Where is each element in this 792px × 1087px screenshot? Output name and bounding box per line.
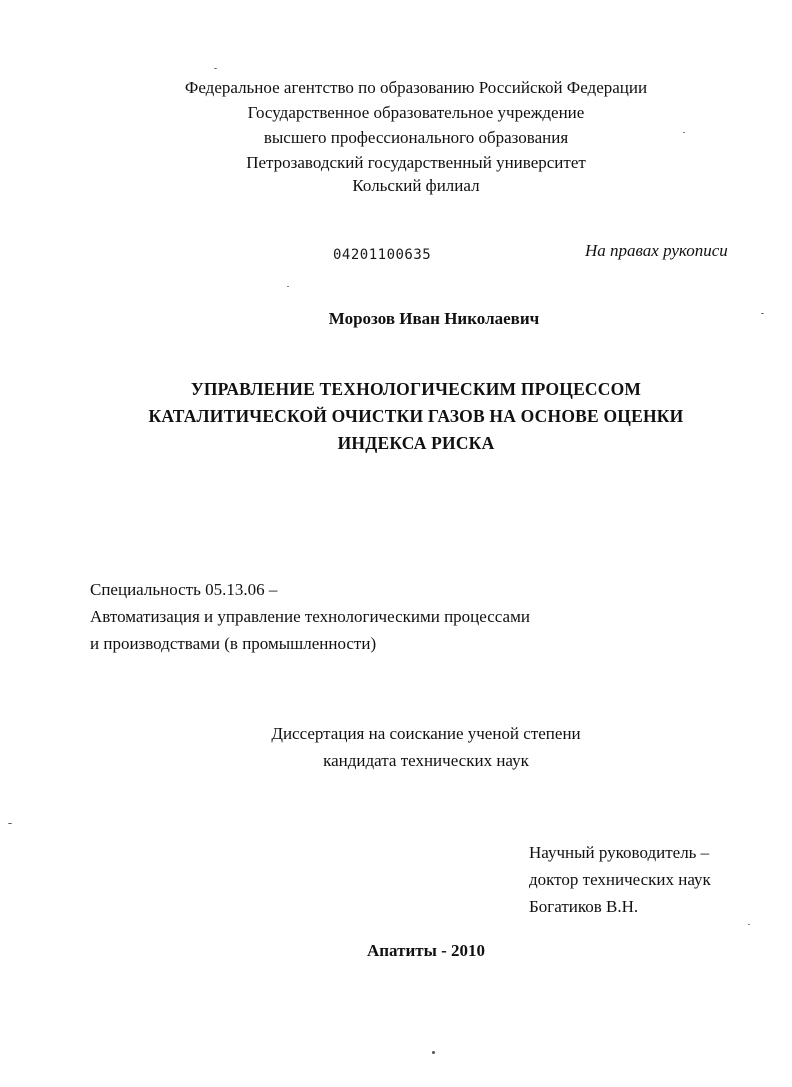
scan-speck bbox=[683, 132, 685, 133]
header-education-level: высшего профессионального образования bbox=[263, 128, 569, 147]
library-code: 04201100635 bbox=[333, 247, 432, 263]
author-name: Морозов Иван Николаевич bbox=[328, 309, 540, 328]
scan-speck bbox=[761, 313, 764, 314]
specialty-name-2: и производствами (в промышленности) bbox=[90, 634, 377, 653]
header-agency: Федеральное агентство по образованию Российской Федерации bbox=[184, 78, 648, 97]
degree-line-2: кандидата технических наук bbox=[323, 751, 529, 770]
advisor-block bbox=[529, 839, 711, 920]
title-line-2: КАТАЛИТИЧЕСКОЙ ОЧИСТКИ ГАЗОВ НА ОСНОВЕ ОЦЕНКИ bbox=[148, 406, 684, 426]
specialty-code: Специальность 05.13.06 – bbox=[90, 580, 278, 599]
title-line-1: УПРАВЛЕНИЕ ТЕХНОЛОГИЧЕСКИМ ПРОЦЕССОМ bbox=[190, 379, 642, 399]
city-year: Апатиты - 2010 bbox=[366, 941, 486, 960]
scan-speck bbox=[748, 924, 750, 925]
header-institution-type: Государственное образовательное учреждение bbox=[247, 103, 585, 122]
degree-block bbox=[0, 720, 792, 774]
advisor-degree: доктор технических наук bbox=[529, 870, 711, 889]
specialty-name-1: Автоматизация и управление технологическими процессами bbox=[90, 607, 530, 626]
scan-speck bbox=[8, 823, 12, 824]
manuscript-note: На правах рукописи bbox=[585, 241, 728, 260]
degree-line-1: Диссертация на соискание ученой степени bbox=[271, 724, 581, 743]
dissertation-title bbox=[0, 376, 792, 457]
header-branch: Кольский филиал bbox=[352, 176, 480, 195]
scan-speck bbox=[432, 1051, 435, 1054]
specialty-block bbox=[90, 576, 530, 657]
title-line-3: ИНДЕКСА РИСКА bbox=[337, 433, 495, 453]
advisor-name: Богатиков В.Н. bbox=[529, 897, 639, 916]
advisor-role: Научный руководитель – bbox=[529, 843, 710, 862]
scan-speck bbox=[287, 286, 289, 287]
header-university: Петрозаводский государственный университет bbox=[246, 153, 586, 172]
scan-speck bbox=[214, 68, 217, 69]
